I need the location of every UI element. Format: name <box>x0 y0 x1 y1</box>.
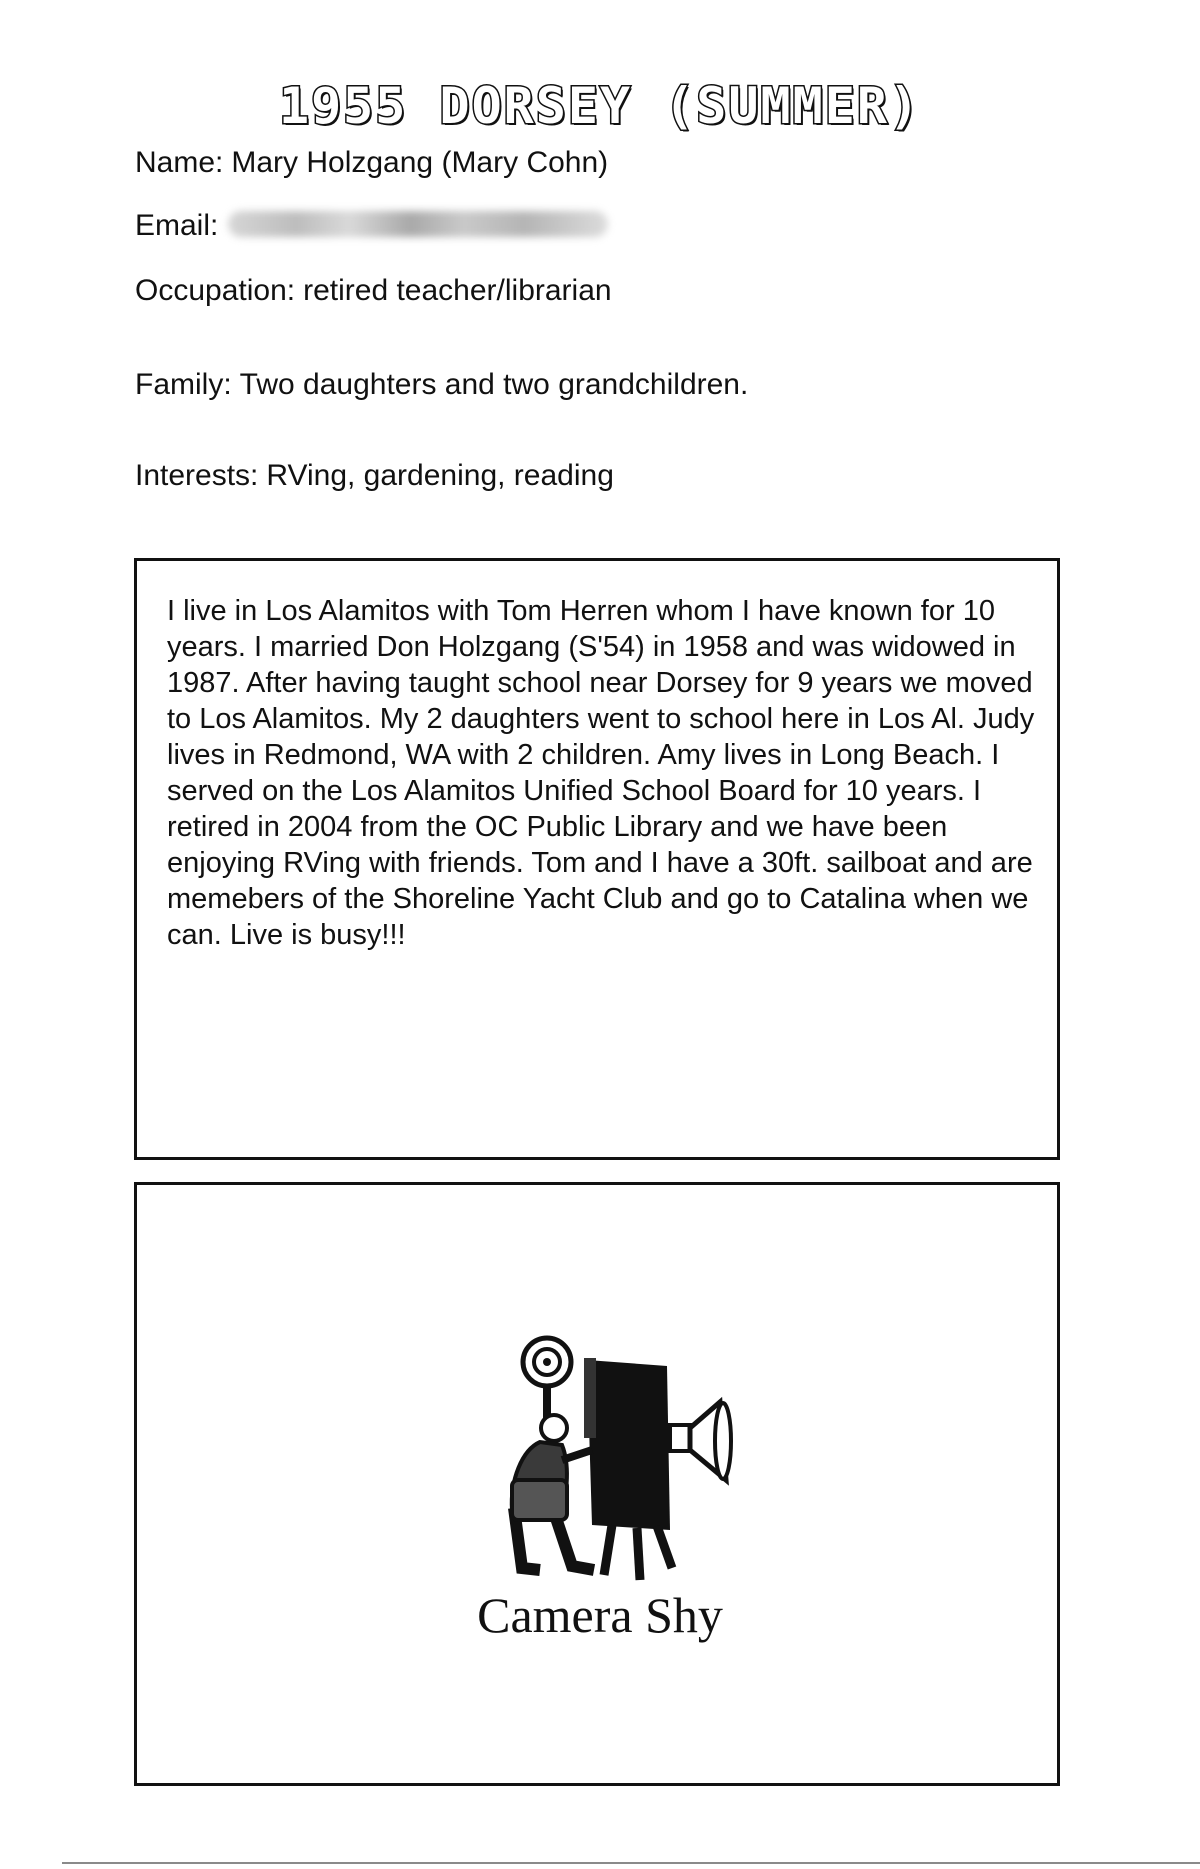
family-label: Family: <box>135 368 232 401</box>
photo-box <box>134 1182 1060 1786</box>
interests-field <box>135 458 614 494</box>
family-value: Two daughters and two grandchildren. <box>239 368 749 401</box>
page-title: 1955 DORSEY (SUMMER) <box>278 77 922 135</box>
photo-caption: Camera Shy <box>477 1587 723 1643</box>
name-label: Name: <box>135 146 224 179</box>
name-field <box>135 145 608 181</box>
family-field <box>135 367 748 403</box>
movie-camera-operator-icon <box>492 1330 742 1585</box>
interests-label: Interests: <box>135 459 259 492</box>
email-redacted <box>228 211 608 237</box>
interests-value: RVing, gardening, reading <box>266 459 614 492</box>
occupation-label: Occupation: <box>135 274 296 307</box>
name-value: Mary Holzgang (Mary Cohn) <box>231 146 609 179</box>
occupation-field <box>135 273 612 309</box>
bottom-divider <box>62 1862 1200 1864</box>
occupation-value: retired teacher/librarian <box>303 274 612 307</box>
email-label: Email: <box>135 209 219 242</box>
bio-box <box>134 558 1060 1160</box>
bio-text: I live in Los Alamitos with Tom Herren whom I have known for 10 years. I married Don Holzgang (S'54) in 1958 and was widowed in 1987. After having taught school near Dorsey for 9 years we moved to Los Alamitos. My 2 daughters went to school here in Los Al. Judy lives in Redmond, WA with 2 children. Amy lives in Long Beach. I served on the Los Alamitos Unified School Board for 10 years. I retired in 2004 from the OC Public Library and we have been enjoying RVing with friends. Tom and I have a 30ft. sailboat and are memebers of the Shoreline Yacht Club and go to Catalina when we can. Live is busy!!! <box>167 595 1035 951</box>
email-field <box>135 208 608 244</box>
